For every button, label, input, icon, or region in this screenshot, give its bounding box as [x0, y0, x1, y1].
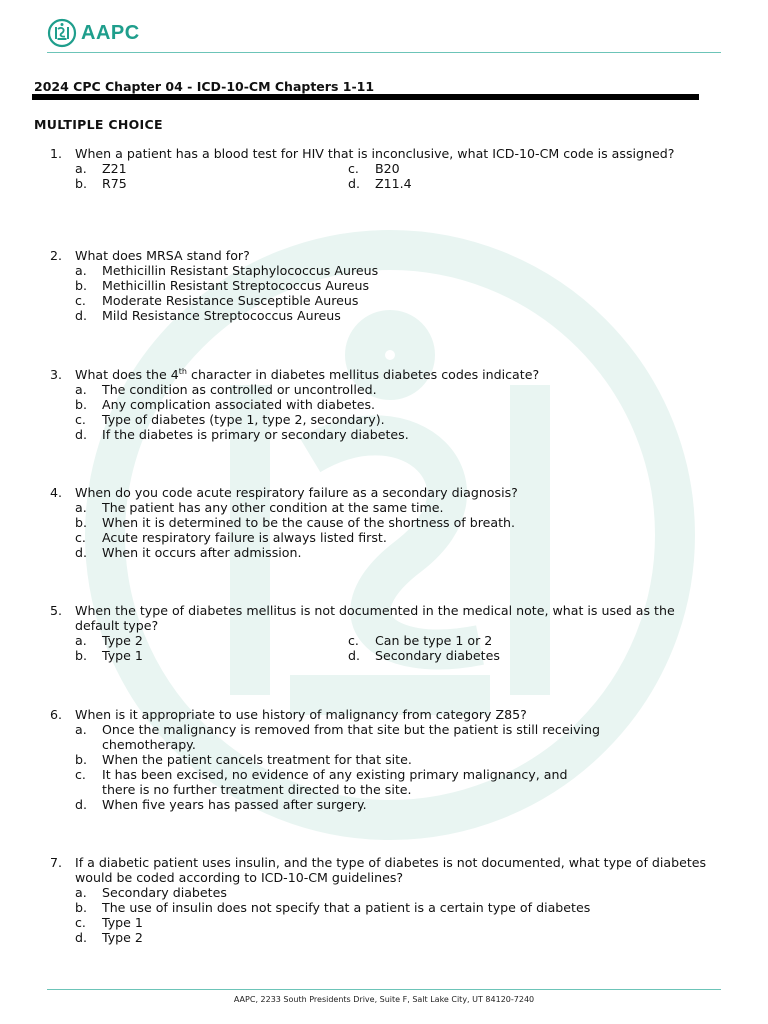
header: [47, 16, 140, 50]
option: d. Type 2: [75, 930, 143, 945]
question-number: 6.: [50, 707, 63, 722]
question-text: When is it appropriate to use history of malignancy from category Z85?: [75, 707, 527, 722]
question-3: [50, 367, 710, 442]
question-4: [50, 485, 710, 560]
question-number: 3.: [50, 367, 63, 382]
option: a. The condition as controlled or uncontrolled.: [75, 382, 377, 397]
option: c. Moderate Resistance Susceptible Aureus: [75, 293, 359, 308]
option: b. Methicillin Resistant Streptococcus Aureus: [75, 278, 370, 293]
option: b. Any complication associated with diabetes.: [75, 397, 376, 412]
aapc-logo-icon: [47, 18, 77, 48]
header-divider: [47, 52, 721, 53]
option: d. Z11.4: [348, 176, 412, 191]
option: c. B20: [348, 161, 400, 176]
option: a. Once the malignancy is removed from that site but the patient is still receiving chemotherapy.: [75, 722, 601, 752]
option: a. Methicillin Resistant Staphylococcus Aureus: [75, 263, 379, 278]
option: d. Secondary diabetes: [348, 648, 500, 663]
question-text: When the type of diabetes mellitus is not documented in the medical note, what is used as the default type?: [75, 603, 675, 633]
option: c. Can be type 1 or 2: [348, 633, 493, 648]
question-text: What does the 4th character in diabetes mellitus diabetes codes indicate?: [75, 366, 540, 382]
option: b. When the patient cancels treatment for that site.: [75, 752, 412, 767]
title-rule: [32, 94, 699, 100]
footer-address: AAPC, 2233 South Presidents Drive, Suite F, Salt Lake City, UT 84120-7240: [233, 995, 535, 1004]
question-5: [50, 603, 710, 663]
option: c. Acute respiratory failure is always listed first.: [75, 530, 387, 545]
option: d. Mild Resistance Streptococcus Aureus: [75, 308, 341, 323]
option: a. Type 2: [75, 633, 143, 648]
option: d. If the diabetes is primary or secondary diabetes.: [75, 427, 409, 442]
option: b. When it is determined to be the cause of the shortness of breath.: [75, 515, 516, 530]
option: a. Z21: [75, 161, 127, 176]
footer-divider: [47, 989, 721, 990]
option: b. R75: [75, 176, 127, 191]
question-6: [50, 707, 710, 812]
option: c. Type 1: [75, 915, 143, 930]
question-number: 4.: [50, 485, 63, 500]
question-text: If a diabetic patient uses insulin, and the type of diabetes is not documented, what type of diabetes would be coded according to ICD-10-CM guidelines?: [75, 855, 707, 885]
option: a. Secondary diabetes: [75, 885, 227, 900]
option: c. It has been excised, no evidence of any existing primary malignancy, and there is no further treatment directed to the site.: [75, 767, 568, 797]
option: c. Type of diabetes (type 1, type 2, secondary).: [75, 412, 385, 427]
section-heading: MULTIPLE CHOICE: [34, 117, 163, 132]
question-1: [50, 146, 710, 191]
option: b. The use of insulin does not specify that a patient is a certain type of diabetes: [75, 900, 591, 915]
question-number: 1.: [50, 146, 63, 161]
logo-text: AAPC: [81, 21, 140, 44]
option: d. When it occurs after admission.: [75, 545, 302, 560]
option: d. When five years has passed after surgery.: [75, 797, 367, 812]
question-number: 2.: [50, 248, 63, 263]
question-2: [50, 248, 710, 323]
question-7: [50, 855, 710, 945]
option: b. Type 1: [75, 648, 143, 663]
question-text: What does MRSA stand for?: [75, 248, 250, 263]
question-number: 5.: [50, 603, 63, 618]
option: a. The patient has any other condition at the same time.: [75, 500, 444, 515]
question-text: When a patient has a blood test for HIV that is inconclusive, what ICD-10-CM code is assigned?: [75, 146, 675, 161]
question-text: When do you code acute respiratory failure as a secondary diagnosis?: [75, 485, 518, 500]
question-number: 7.: [50, 855, 63, 870]
document-title: 2024 CPC Chapter 04 - ICD-10-CM Chapters 1-11: [34, 79, 375, 94]
